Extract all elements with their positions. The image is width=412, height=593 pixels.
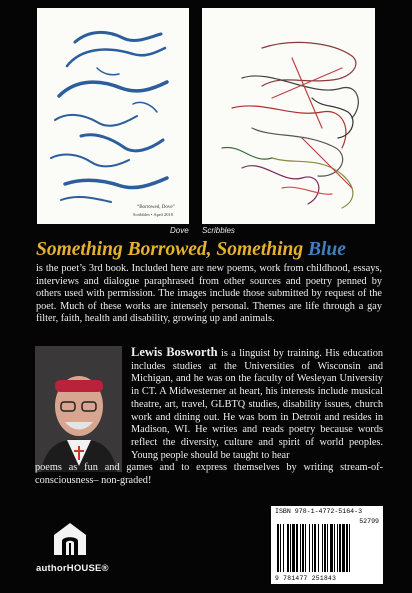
barcode-bar [302, 524, 304, 572]
barcode-bar [318, 524, 319, 572]
barcode-bar [330, 524, 333, 572]
author-bio-text: is a linguist by training. His education includes studies at the Universities of Wisconsin and Michigan, and he was on the faculty of Wesleyan University in CT. A Midwesterner at heart, his interests include musical theatre, art, travel, GLBTQ studies, disability issues, church work and dining out. He was born in Detroit and resides in Madison, WI. He writes and reads poetry because words reflect the diversity, culture and spirit of world peoples. Young people should be taught to hear [131, 348, 383, 461]
scribbles-drawing [202, 8, 375, 224]
book-description: is the poet’s 3rd book. Included here are new poems, work from childhood, essays, interviews and dialogue paraphrased from other sources and poetry penned by others used with permission. The images include those submitted by request of the poet. Much of these works are intensely personal. Themes are life through a gay filter, faith, health and disability, growing up and animals. [36, 263, 382, 325]
caption-scribbles: Scribbles [202, 226, 235, 235]
author-name: Lewis Bosworth [131, 345, 218, 359]
publisher-logo [36, 521, 112, 579]
dove-drawing [37, 8, 189, 224]
barcode-bar [305, 524, 306, 572]
barcode-bar [339, 524, 341, 572]
barcode-bar [324, 524, 326, 572]
barcode-bar [292, 524, 295, 572]
ean-digits: 9 781477 251843 [275, 575, 337, 582]
caption-dove: Dove [170, 226, 189, 235]
barcode-bars [275, 524, 379, 572]
barcode-bar [287, 524, 289, 572]
artwork-dove [37, 8, 189, 224]
barcode-bar [296, 524, 298, 572]
barcode-bar [349, 524, 350, 572]
barcode-bar [309, 524, 310, 572]
barcode-bar [300, 524, 301, 572]
barcode-bar [337, 524, 338, 572]
barcode-bar [322, 524, 323, 572]
barcode-bar [334, 524, 335, 572]
dove-inscription-1: “Borrowed, Dove” [137, 205, 175, 210]
author-portrait-image [35, 346, 122, 472]
author-bio-continued: poems as fun and games and to express themselves by writing stream-of-consciousness– non-graded! [35, 462, 383, 487]
author-bio [35, 345, 383, 488]
barcode-bar [342, 524, 345, 572]
author-photo [35, 346, 122, 472]
barcode-bar [277, 524, 279, 572]
barcode-bar [327, 524, 328, 572]
publisher-name: authorHOUSE® [36, 563, 109, 574]
barcode-bar [346, 524, 348, 572]
authorhouse-logo-icon [50, 521, 90, 557]
barcode-bar [280, 524, 281, 572]
book-title [36, 239, 386, 261]
barcode-bar [283, 524, 284, 572]
isbn-text: ISBN 978-1-4772-5164-3 [275, 508, 363, 515]
dove-inscription-2: Scribbles • April 2010 [133, 212, 173, 217]
barcode-bar [312, 524, 313, 572]
barcode-bar [290, 524, 291, 572]
barcode [271, 506, 383, 584]
artwork-scribbles [202, 8, 375, 224]
barcode-bar [314, 524, 316, 572]
title-gold: Something Borrowed, Something [36, 239, 308, 260]
price-code: 52799 [359, 518, 379, 525]
title-blue: Blue [307, 239, 346, 260]
